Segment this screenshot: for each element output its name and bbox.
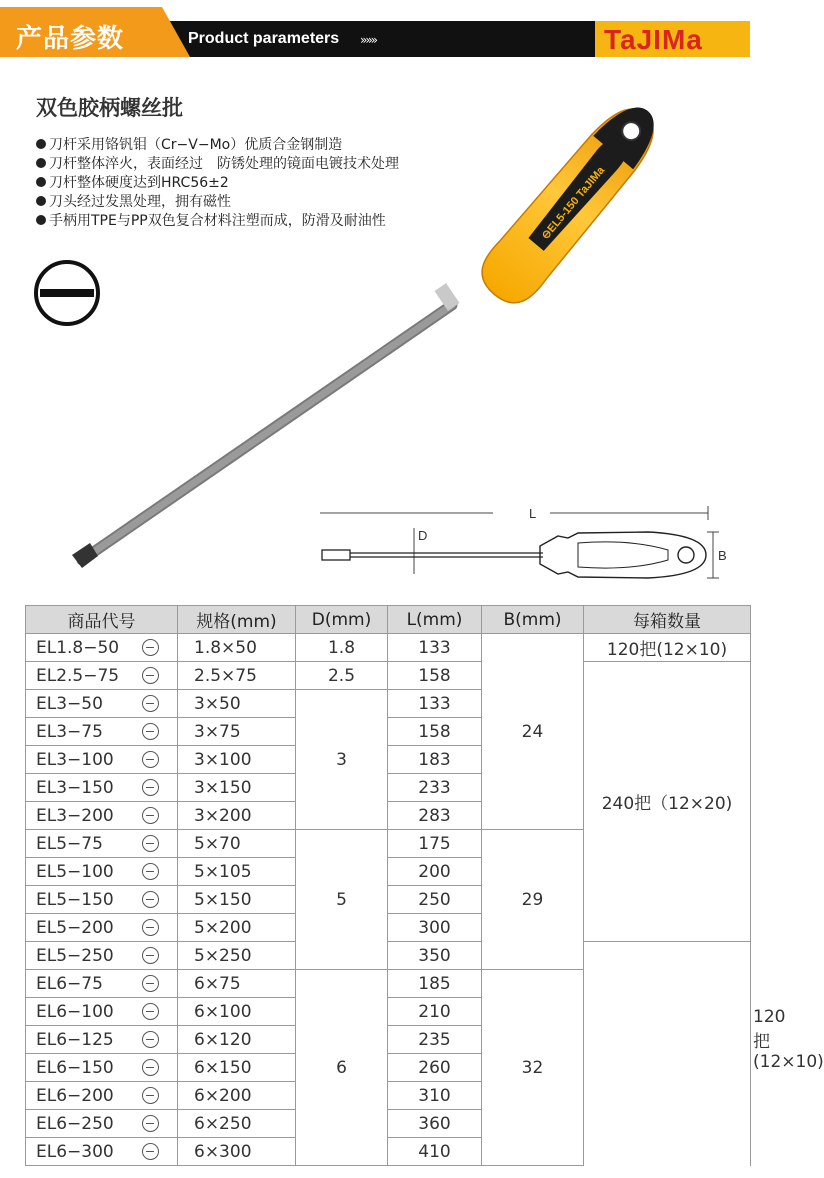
table-row: [26, 942, 751, 970]
l-cell: 260: [388, 1054, 482, 1082]
product-code: EL5−100: [36, 861, 114, 882]
product-code: EL6−200: [36, 1085, 114, 1106]
l-cell: 175: [388, 830, 482, 858]
slotted-icon: [142, 1031, 159, 1048]
product-code: EL3−75: [36, 721, 103, 742]
spec-cell: 6×75: [178, 970, 296, 998]
spec-cell: 5×250: [178, 942, 296, 970]
section-title-en: Product parameters: [188, 30, 340, 47]
d-cell: 1.8: [296, 634, 388, 662]
spec-cell: 6×250: [178, 1110, 296, 1138]
spec-cell: 5×105: [178, 858, 296, 886]
spec-cell: 6×200: [178, 1082, 296, 1110]
product-title: 双色胶柄螺丝批: [36, 96, 183, 120]
dim-D-label: D: [418, 528, 428, 543]
dim-B-label: B: [718, 548, 727, 563]
slotted-icon: [142, 863, 159, 880]
slotted-icon: [142, 667, 159, 684]
product-code: EL6−100: [36, 1001, 114, 1022]
table-row: [26, 634, 751, 662]
spec-cell: 3×75: [178, 718, 296, 746]
spec-cell: 6×120: [178, 1026, 296, 1054]
b-cell: 29: [482, 830, 584, 970]
table-row: [26, 998, 751, 1026]
product-code: EL6−125: [36, 1029, 114, 1050]
slotted-icon: [142, 947, 159, 964]
slotted-icon: [142, 1143, 159, 1160]
product-code: EL3−150: [36, 777, 114, 798]
slotted-icon: [142, 1115, 159, 1132]
d-cell: 5: [296, 830, 388, 970]
product-code: EL6−250: [36, 1113, 114, 1134]
col-header-l: L(mm): [388, 606, 482, 634]
slotted-icon: [142, 807, 159, 824]
handle-print: ⊖EL5-150 TaJIMa: [539, 164, 608, 242]
arrows-icon: »»»: [360, 33, 377, 47]
product-code: EL6−75: [36, 973, 103, 994]
product-code: EL5−250: [36, 945, 114, 966]
table-row: [26, 662, 751, 690]
l-cell: 360: [388, 1110, 482, 1138]
table-header-row: [26, 606, 751, 634]
spec-cell: 3×200: [178, 802, 296, 830]
spec-cell: 6×300: [178, 1138, 296, 1166]
product-code: EL3−100: [36, 749, 114, 770]
spec-cell: 1.8×50: [178, 634, 296, 662]
qty-cell: 240把（12×20): [584, 662, 751, 942]
table-row: [26, 970, 751, 998]
l-cell: 350: [388, 942, 482, 970]
d-cell: 6: [296, 970, 388, 1166]
slotted-icon: [142, 891, 159, 908]
spec-cell: 2.5×75: [178, 662, 296, 690]
table-row: [26, 1138, 751, 1166]
spec-cell: 5×200: [178, 914, 296, 942]
table-row: [26, 1026, 751, 1054]
slotted-icon: [142, 835, 159, 852]
product-code: EL5−150: [36, 889, 114, 910]
table-row: [26, 1054, 751, 1082]
product-code: EL5−75: [36, 833, 103, 854]
d-cell: 3: [296, 690, 388, 830]
slotted-icon: [142, 751, 159, 768]
spec-cell: 3×150: [178, 774, 296, 802]
spec-cell: 5×150: [178, 886, 296, 914]
slotted-icon: [142, 1059, 159, 1076]
col-header-b: B(mm): [482, 606, 584, 634]
slotted-icon: [142, 639, 159, 656]
table-row: [26, 1082, 751, 1110]
l-cell: 210: [388, 998, 482, 1026]
l-cell: 300: [388, 914, 482, 942]
slotted-icon: [142, 919, 159, 936]
qty-cell: 120把(12×10): [584, 634, 751, 662]
product-code: EL2.5−75: [36, 665, 120, 686]
col-header-qty: 每箱数量: [584, 606, 751, 634]
feature-item: 刀杆整体硬度达到HRC56±2: [36, 174, 399, 193]
feature-item: 手柄用TPE与PP双色复合材料注塑而成，防滑及耐油性: [36, 212, 399, 231]
l-cell: 310: [388, 1082, 482, 1110]
product-code: EL3−50: [36, 693, 103, 714]
slotted-icon: [142, 695, 159, 712]
spec-cell: 6×150: [178, 1054, 296, 1082]
col-header-spec: 规格(mm): [178, 606, 296, 634]
feature-item: 刀头经过发黑处理，拥有磁性: [36, 193, 399, 212]
table-row: [26, 1110, 751, 1138]
spec-cell: 5×70: [178, 830, 296, 858]
product-code: EL5−200: [36, 917, 114, 938]
section-title-cn: 产品参数: [16, 24, 125, 54]
header-banner: [0, 0, 750, 64]
l-cell: 410: [388, 1138, 482, 1166]
l-cell: 158: [388, 662, 482, 690]
l-cell: 250: [388, 886, 482, 914]
product-code: EL3−200: [36, 805, 114, 826]
col-header-d: D(mm): [296, 606, 388, 634]
l-cell: 185: [388, 970, 482, 998]
product-code: EL1.8−50: [36, 637, 120, 658]
l-cell: 235: [388, 1026, 482, 1054]
spec-cell: 3×100: [178, 746, 296, 774]
feature-item: 刀杆采用铬钒钼（Cr−V−Mo）优质合金钢制造: [36, 136, 399, 155]
table-row: EL5−200 5×200 300 120把(12×10): [26, 914, 751, 942]
spec-table: [25, 605, 824, 1166]
brand-logo: TaJIMa: [604, 24, 703, 55]
dim-L-label: L: [529, 506, 537, 521]
spec-cell: 3×50: [178, 690, 296, 718]
l-cell: 158: [388, 718, 482, 746]
slotted-icon: [142, 1087, 159, 1104]
l-cell: 233: [388, 774, 482, 802]
l-cell: 183: [388, 746, 482, 774]
slotted-icon: [142, 975, 159, 992]
product-code: EL6−150: [36, 1057, 114, 1078]
col-header-code: 商品代号: [26, 606, 178, 634]
l-cell: 133: [388, 690, 482, 718]
l-cell: 133: [388, 634, 482, 662]
feature-item: 刀杆整体淬火，表面经过 防锈处理的镜面电镀技术处理: [36, 155, 399, 174]
b-cell: 24: [482, 634, 584, 830]
product-code: EL6−300: [36, 1141, 114, 1162]
l-cell: 283: [388, 802, 482, 830]
l-cell: 200: [388, 858, 482, 886]
slotted-icon: [142, 1003, 159, 1020]
b-cell: 32: [482, 970, 584, 1166]
spec-cell: 6×100: [178, 998, 296, 1026]
dimension-diagram: [318, 498, 738, 588]
slotted-icon: [142, 779, 159, 796]
slotted-icon: [142, 723, 159, 740]
d-cell: 2.5: [296, 662, 388, 690]
